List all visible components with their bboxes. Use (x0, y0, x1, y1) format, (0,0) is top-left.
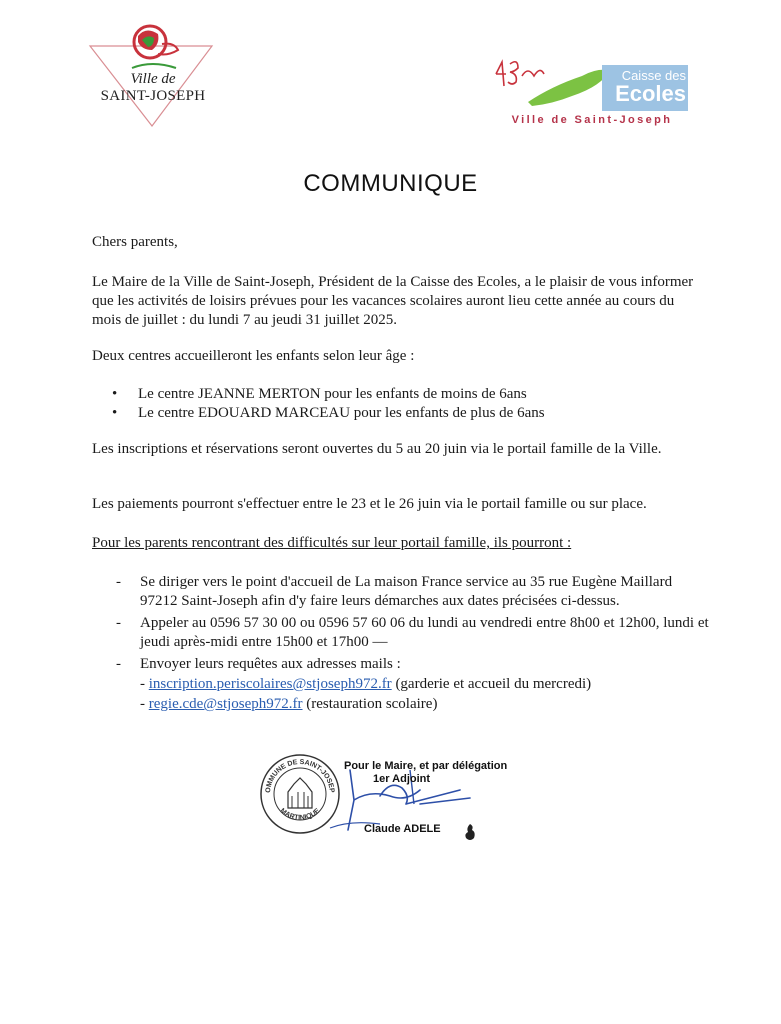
bullet-icon: • (112, 405, 118, 421)
svg-text:MARTINIQUE: MARTINIQUE (278, 807, 322, 822)
option-text: Envoyer leurs requêtes aux adresses mails : (140, 656, 401, 672)
svg-text:COMMUNE DE SAINT-JOSEPH: OMMUNE DE SAINT-JOSEP (264, 758, 336, 794)
difficultes-heading: Pour les parents rencontrant des difficultés sur leur portail famille, ils pourront : (92, 535, 572, 551)
intro-paragraph: Le Maire de la Ville de Saint-Joseph, Président de la Caisse des Ecoles, a le plaisir de vous informer que les activités de loisirs prévues pour les vacances scolaires auront lieu cette année au cours du mois de juillet : du lundi 7 au jeudi 31 juillet 2025. (92, 274, 694, 328)
signatory-name: Claude ADELE (364, 823, 441, 835)
mail-prefix: - (140, 676, 149, 692)
ville-logo-line1: Ville de (130, 71, 176, 87)
email-link-regie[interactable]: regie.cde@stjoseph972.fr (148, 696, 303, 712)
dash-icon: - (116, 574, 121, 590)
cde-logo-line2: Ecoles (615, 81, 686, 106)
ville-saint-joseph-logo (88, 16, 218, 128)
centre-text: Le centre JEANNE MERTON pour les enfants de moins de 6ans (138, 386, 527, 402)
ink-mark-icon (462, 822, 478, 842)
inscriptions-paragraph: Les inscriptions et réservations seront ouvertes du 5 au 20 juin via le portail famille de la Ville. (92, 441, 662, 457)
email-link-periscolaires[interactable]: inscription.periscolaires@stjoseph972.fr (148, 676, 392, 692)
page-title: COMMUNIQUE (303, 170, 478, 197)
option-text: Se diriger vers le point d'accueil de La maison France service au 35 rue Eugène Maillard 97212 Saint-Joseph afin d'y faire leurs démarches aux dates précisées ci-dessus. (140, 574, 673, 609)
paiements-paragraph: Les paiements pourront s'effectuer entre le 23 et le 26 juin via le portail famille ou sur place. (92, 496, 647, 512)
cde-logo-subtitle: Ville de Saint-Joseph (511, 114, 673, 126)
dash-icon: - (116, 615, 121, 631)
mail-row (140, 695, 437, 714)
signature-role-2: 1er Adjoint (373, 773, 431, 785)
centre-text: Le centre EDOUARD MARCEAU pour les enfants de plus de 6ans (138, 405, 545, 421)
centres-intro: Deux centres accueilleront les enfants selon leur âge : (92, 348, 415, 364)
option-text: Appeler au 0596 57 30 00 ou 0596 57 60 06 du lundi au vendredi entre 8h00 et 12h00, lundi et jeudi après-midi entre 15h00 et 17h00 — (140, 615, 709, 650)
mail-row (140, 675, 591, 694)
signature-role: Pour le Maire, et par délégation (344, 760, 508, 772)
mail-note: (garderie et accueil du mercredi) (391, 676, 592, 692)
bullet-icon: • (112, 386, 118, 402)
caisse-des-ecoles-logo (492, 56, 692, 130)
cde-logo-line1: Caisse des (621, 68, 686, 83)
ville-logo-line2: SAINT-JOSEPH (100, 88, 206, 104)
dash-icon: - (116, 656, 121, 672)
greeting: Chers parents, (92, 234, 178, 250)
mail-note: (restauration scolaire) (302, 696, 438, 712)
mail-prefix: - (140, 696, 149, 712)
